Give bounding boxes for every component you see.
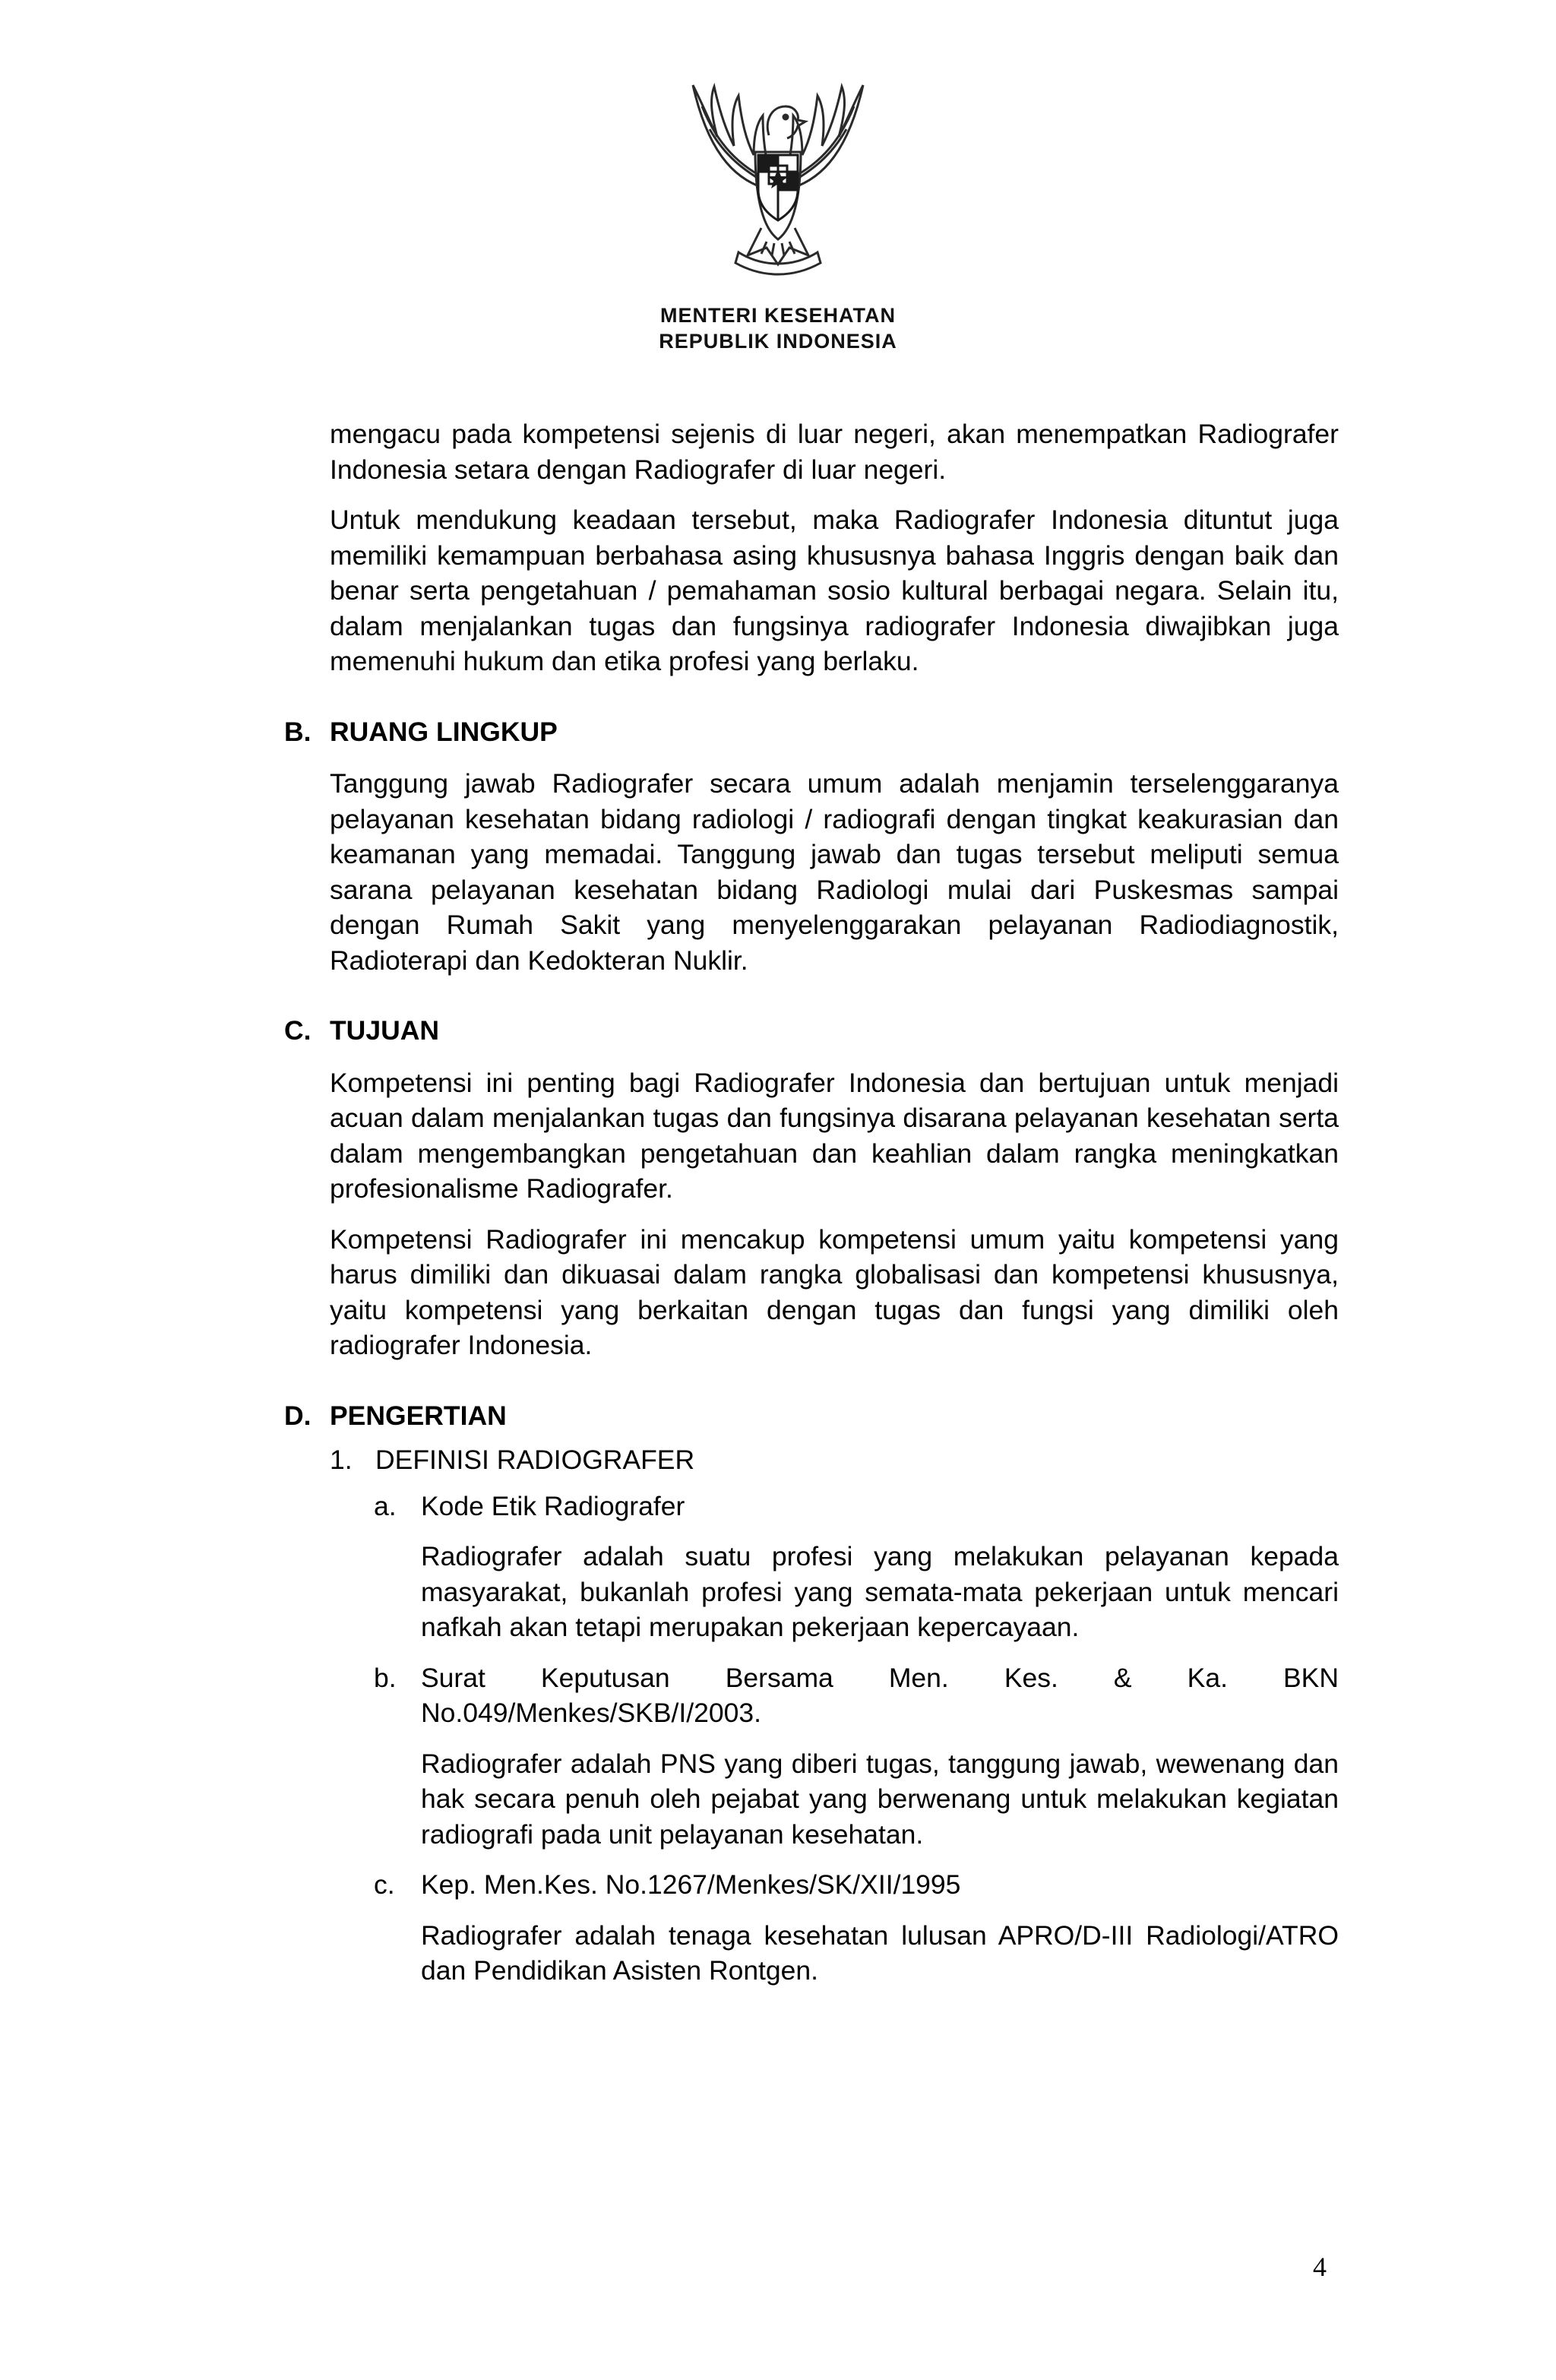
intro-paragraph-2: Untuk mendukung keadaan tersebut, maka Radiografer Indonesia dituntut juga memiliki kemampuan berbahasa asing khususnya bahasa Inggris dengan baik dan benar serta pengetahuan / pemahaman sosio kultural berbagai negara. Selain itu, dalam menjalankan tugas dan fungsinya radiografer Indonesia diwajibkan juga memenuhi hukum dan etika profesi yang berlaku. (330, 505, 1339, 676)
section-title: RUANG LINGKUP (330, 716, 558, 747)
list-item (374, 1867, 1339, 1989)
item-title: DEFINISI RADIOGRAFER (375, 1445, 695, 1475)
section-letter: B. (284, 716, 312, 747)
sub-list (374, 1489, 1339, 1989)
section-title: PENGERTIAN (330, 1400, 507, 1431)
section-paragraph: Kompetensi ini penting bagi Radiografer Indonesia dan bertujuan untuk menjadi acuan dalam menjalankan tugas dan fungsinya disarana pelayanan kesehatan serta dalam mengembangkan pengetahuan dan keahlian dalam rangka meningkatkan profesionalisme Radiografer. (330, 1067, 1339, 1204)
item-title: Kep. Men.Kes. No.1267/Menkes/SK/XII/1995 (421, 1869, 961, 1900)
section-paragraph: Kompetensi Radiografer ini mencakup kompetensi umum yaitu kompetensi yang harus dimiliki dan dikuasai dalam rangka globalisasi dan kompetensi khususnya, yaitu kompetensi yang berkaitan dengan tugas dan fungsi yang dimiliki oleh radiografer Indonesia. (330, 1223, 1339, 1360)
section-heading (284, 714, 1339, 750)
item-label: c. (374, 1869, 395, 1900)
list-item (374, 1660, 1339, 1853)
garuda-emblem-icon (664, 76, 892, 289)
item-title: Surat Keputusan Bersama Men. Kes. & Ka. BKN No.049/Menkes/SKB/I/2003. (421, 1662, 1339, 1728)
letterhead (0, 76, 1556, 354)
section-letter: D. (284, 1400, 312, 1431)
item-body: Radiografer adalah PNS yang diberi tugas, tanggung jawab, wewenang dan hak secara penuh oleh pejabat yang berwenang untuk melakukan kegiatan radiografi pada unit pelayanan kesehatan. (421, 1748, 1339, 1850)
letterhead-line-2: REPUBLIK INDONESIA (659, 330, 897, 353)
section-heading (284, 1013, 1339, 1049)
item-number: 1. (330, 1445, 353, 1475)
numbered-item (330, 1442, 1339, 1478)
section-ruang-lingkup (284, 714, 1339, 979)
page-number: 4 (1313, 2252, 1327, 2282)
section-pengertian (284, 1398, 1339, 1989)
list-item (374, 1489, 1339, 1645)
section-paragraph: Tanggung jawab Radiografer secara umum adalah menjamin terselenggaranya pelayanan kesehatan bidang radiologi / radiografi dengan tingkat keakurasian dan keamanan yang memadai. Tanggung jawab dan tugas tersebut meliputi semua sarana pelayanan kesehatan bidang Radiologi mulai dari Puskesmas sampai dengan Rumah Sakit yang menyelenggarakan pelayanan Radiodiagnostik, Radioterapi dan Kedokteran Nuklir. (330, 768, 1339, 976)
section-tujuan (284, 1013, 1339, 1363)
document-body (284, 416, 1339, 2004)
intro-paragraph-1: mengacu pada kompetensi sejenis di luar negeri, akan menempatkan Radiografer Indonesia setara dengan Radiografer di luar negeri. (330, 419, 1339, 485)
item-label: a. (374, 1490, 397, 1521)
section-heading (284, 1398, 1339, 1434)
item-body: Radiografer adalah tenaga kesehatan lulusan APRO/D-III Radiologi/ATRO dan Pendidikan Asisten Rontgen. (421, 1920, 1339, 1986)
section-letter: C. (284, 1015, 312, 1046)
item-label: b. (374, 1662, 397, 1693)
item-body: Radiografer adalah suatu profesi yang melakukan pelayanan kepada masyarakat, bukanlah profesi yang semata-mata pekerjaan untuk mencari nafkah akan tetapi merupakan pekerjaan kepercayaan. (421, 1541, 1339, 1642)
letterhead-line-1: MENTERI KESEHATAN (659, 304, 896, 327)
item-title: Kode Etik Radiografer (421, 1490, 685, 1521)
section-title: TUJUAN (330, 1015, 439, 1046)
